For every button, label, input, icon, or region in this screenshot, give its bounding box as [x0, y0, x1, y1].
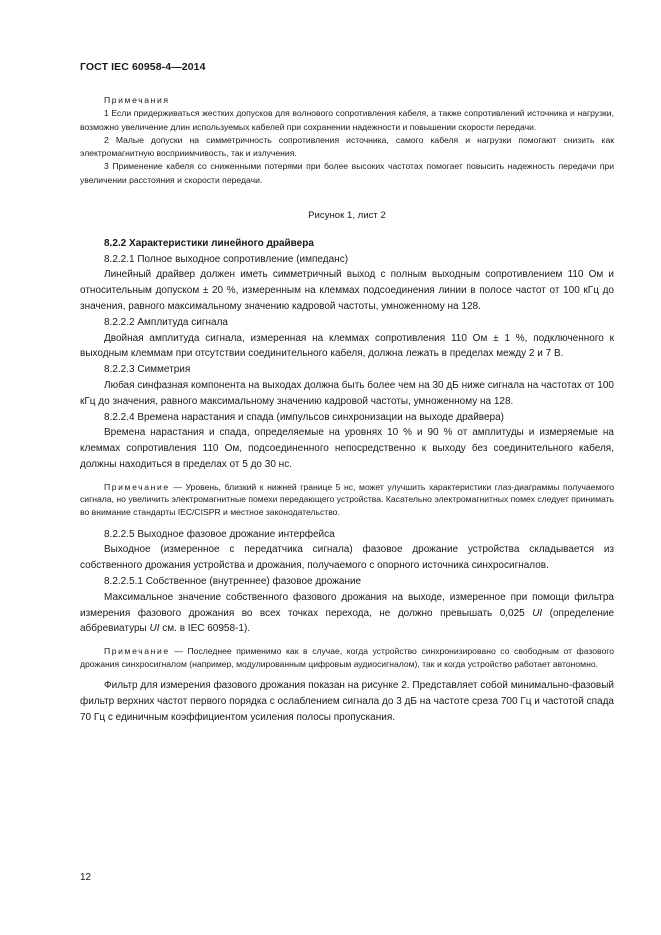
note-item: 2 Малые допуски на симметричность сопротивления источника, самого кабеля и нагрузки помогают снизить как электромагнитную восприимчивость, так и излучения. — [80, 134, 614, 159]
subsection-title: 8.2.2.3 Симметрия — [104, 364, 191, 376]
note-item: 3 Применение кабеля со сниженными потерями при более высоких частотах помогает повысить надежность передачи при увеличении расстояния и скорости передачи. — [80, 161, 614, 185]
paragraph: Фильтр для измерения фазового дрожания показан на рисунке 2. Представляет собой минимально-фазовый фильтр верхних частот первого порядка с ослаблением сигнала до 3 дБ на частоте среза 700 Гц и частотой спада 70 Гц с единичным коэффициентом усиления полосы пропускания. — [80, 680, 614, 723]
note-label: Примечание — [104, 481, 170, 492]
subsection-title: 8.2.2.4 Времена нарастания и спада (импульсов синхронизации на выходе драйвера) — [104, 411, 504, 423]
section-title: 8.2.2 Характеристики линейного драйвера — [104, 237, 314, 249]
note-paragraph — [80, 481, 614, 519]
main-body — [80, 200, 614, 726]
figure-caption: Рисунок 1, лист 2 — [308, 210, 386, 221]
note-label: Примечание — [104, 646, 170, 657]
paragraph: Двойная амплитуда сигнала, измеренная на клеммах сопротивления 110 Ом ± 1 %, подключенного к выходным клеммам при отсутствии соединительного кабеля, должна лежать в пределах между 2 и 7 В. — [80, 332, 614, 360]
abbr-ui: UI — [532, 607, 543, 619]
text-run: (определение аббревиатуры — [80, 607, 614, 635]
paragraph: Времена нарастания и спада, определяемые на уровнях 10 % и 90 % от амплитуды и измеряемые на клеммах сопротивления 110 Ом, подсоединенного непосредственно к выходу без соединительного кабеля, должны находиться в пределах от 5 до 30 нс. — [80, 427, 614, 470]
paragraph — [80, 590, 614, 637]
notes-block — [80, 94, 614, 187]
note-item: 1 Если придерживаться жестких допусков для волнового сопротивления кабеля, а также сопротивлений источника и нагрузки, возможно увеличение длин используемых кабелей при сохранении надежности и повышении скорости передачи. — [80, 108, 614, 132]
note-text: — Уровень, близкий к нижней границе 5 нс, может улучшить характеристики глаз-диаграммы получаемого сигнала, но увеличить электромагнитные помехи передающего устройства. Касательно электромагнитных помех следует принимать во внимание стандарты IEC/CISPR и местное законодательство. — [80, 481, 614, 517]
document-header: ГОСТ IEC 60958-4—2014 — [80, 61, 206, 73]
subsection-title: 8.2.2.5 Выходное фазовое дрожание интерфейса — [104, 528, 335, 540]
text-run: Максимальное значение собственного фазового дрожания на выходе, измеренное при помощи фильтра измерения фазового дрожания во всех точках перехода, не должно превышать 0,025 — [80, 591, 614, 619]
paragraph: Линейный драйвер должен иметь симметричный выход с полным выходным сопротивлением 110 Ом и относительным допуском ± 20 %, измеренным на клеммах подсоединения линии в полосе частот от 100 кГц до значения, равного максимальному значению кадровой частоты, умноженному на 128. — [80, 269, 614, 312]
abbr-ui: UI — [149, 623, 160, 635]
notes-heading: Примечания — [104, 95, 170, 105]
text-run: см. в IEC 60958-1). — [159, 623, 251, 635]
page-number: 12 — [80, 872, 92, 883]
paragraph: Любая синфазная компонента на выходах должна быть более чем на 30 дБ ниже сигнала на частотах от 100 кГц до значения, равного максимальному значению кадровой частоты, умноженному на 128. — [80, 379, 614, 407]
subsection-title: 8.2.2.5.1 Собственное (внутреннее) фазовое дрожание — [104, 575, 362, 587]
subsection-title: 8.2.2.2 Амплитуда сигнала — [104, 316, 228, 328]
note-paragraph — [80, 645, 614, 670]
note-text: — Последнее применимо как в случае, когда устройство синхронизировано со свободным от фазового дрожания синхросигналом (например, модулированным цифровым аудиосигналом), так и когда устройство работает автономно. — [80, 646, 614, 669]
paragraph: Выходное (измеренное с передатчика сигнала) фазовое дрожание устройства складывается из собственного дрожания устройства и дрожания, получаемого с опорного источника синхросигналов. — [80, 544, 614, 572]
subsection-title: 8.2.2.1 Полное выходное сопротивление (импеданс) — [104, 253, 349, 265]
